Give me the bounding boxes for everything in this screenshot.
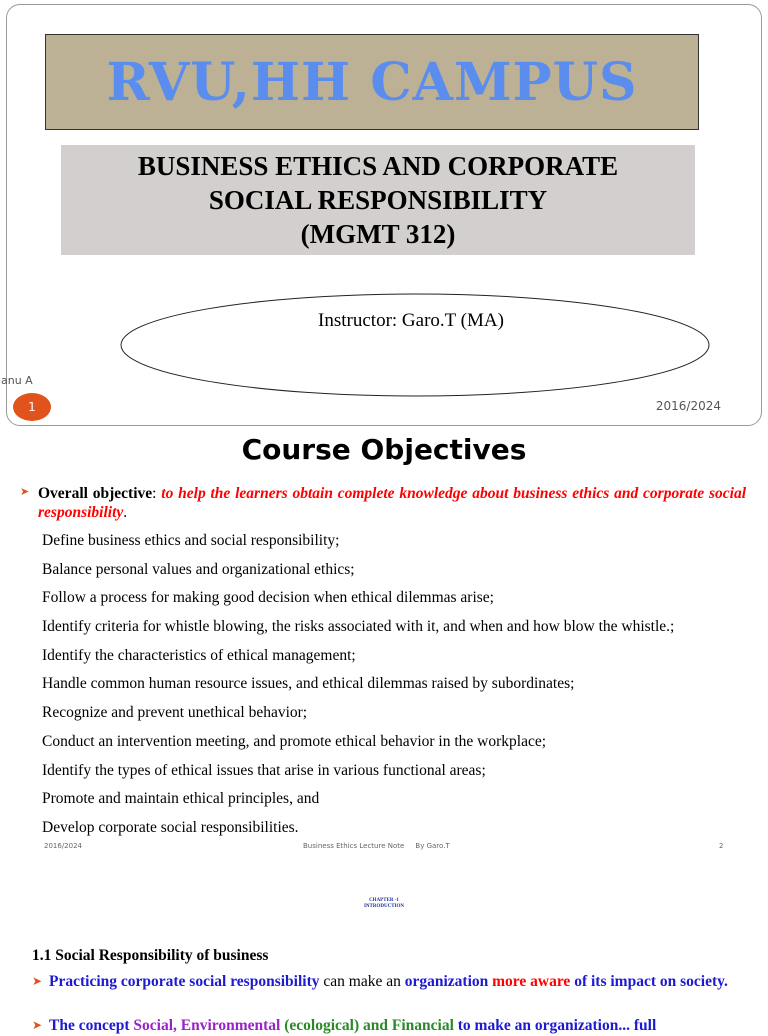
footer-page-number: 2: [719, 842, 724, 850]
text-run: more aware: [488, 973, 571, 990]
text-run: organization: [404, 973, 489, 990]
course-title-line1: BUSINESS ETHICS AND CORPORATE: [137, 151, 619, 181]
text-run: of its impact on society.: [570, 973, 728, 990]
section-heading: 1.1 Social Responsibility of business: [32, 947, 269, 964]
instructor-ellipse: [113, 289, 717, 401]
text-run: Practicing corporate social responsibility: [49, 973, 320, 990]
course-title-box: [61, 145, 695, 255]
list-item: Define business ethics and social responsibility;: [42, 532, 340, 549]
list-item: Handle common human resource issues, and ethical dilemmas raised by subordinates;: [42, 675, 575, 693]
chapter-title: INTRODUCTION: [363, 904, 404, 909]
list-item: Identify the characteristics of ethical management;: [42, 646, 356, 664]
text-run: to make an organization... full: [453, 1017, 657, 1034]
list-item: Conduct an intervention meeting, and promote ethical behavior in the workplace;: [42, 732, 547, 750]
overall-label: Overall objective: [38, 485, 153, 502]
bullet-csr-awareness: [49, 971, 729, 992]
course-title-line2: SOCIAL RESPONSIBILITY: [208, 185, 548, 215]
arrow-bullet-icon: ➤: [20, 485, 30, 498]
text-run: can make an: [319, 973, 405, 990]
arrow-bullet-icon: ➤: [32, 1018, 43, 1032]
list-item: Identify the types of ethical issues that arise in various functional areas;: [42, 761, 486, 779]
author-fragment: anu A: [1, 374, 33, 387]
list-item: Promote and maintain ethical principles, and: [42, 790, 320, 808]
overall-separator: :: [152, 485, 162, 502]
list-item: Recognize and prevent unethical behavior;: [42, 704, 308, 722]
text-run: (ecological) and Financial: [280, 1017, 454, 1034]
chapter-number: CHAPTER -1: [369, 898, 399, 903]
overall-text: to help the learners obtain complete knowledge about business ethics and corporate social responsibility: [38, 485, 747, 521]
arrow-bullet-icon: ➤: [32, 974, 43, 988]
overall-end: .: [123, 504, 128, 521]
instructor-name: Instructor: Garo.T (MA): [318, 310, 504, 331]
list-item: Develop corporate social responsibilities.: [42, 818, 299, 836]
overall-objective: [38, 484, 746, 522]
course-code: (MGMT 312): [300, 219, 456, 249]
chapter-label: [0, 898, 768, 910]
title-slide: [1, 4, 762, 426]
text-run: Social, Environmental: [129, 1017, 281, 1034]
list-item: Balance personal values and organizational ethics;: [42, 560, 355, 578]
text-run: The concept: [49, 1017, 130, 1034]
bullet-concept: [49, 1015, 729, 1036]
slide-date: 2016/2024: [655, 399, 721, 413]
footer-center: Business Ethics Lecture Note By Garo.T: [303, 842, 450, 850]
slide-number-badge: 1: [13, 393, 51, 421]
objectives-list: [42, 532, 674, 848]
objectives-title: Course Objectives: [241, 433, 527, 466]
list-item: Follow a process for making good decision when ethical dilemmas arise;: [42, 589, 494, 607]
footer-date: 2016/2024: [44, 842, 82, 850]
campus-title: RVU,HH CAMPUS: [106, 51, 638, 113]
list-item: Identify criteria for whistle blowing, the risks associated with it, and when and how blow the whistle.;: [42, 618, 675, 636]
campus-banner: [45, 34, 699, 130]
